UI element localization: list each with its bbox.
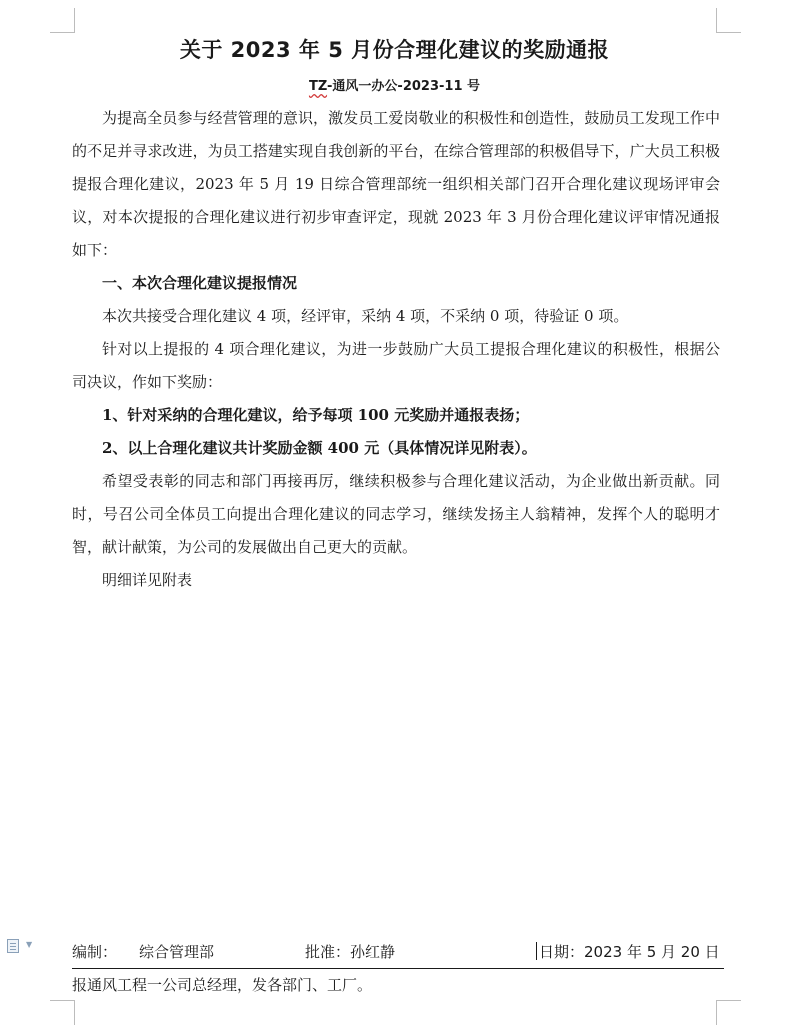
reward-item-2: 2、以上合理化建议共计奖励金额 400 元（具体情况详见附表）。 bbox=[102, 439, 537, 457]
approver-label: 批准： bbox=[305, 943, 351, 961]
document-body bbox=[72, 102, 720, 597]
document-title: 关于 2023 年 5 月份合理化建议的奖励通报 bbox=[179, 38, 610, 62]
approver-value: 孙红静 bbox=[350, 943, 396, 961]
compiler-value: 综合管理部 bbox=[139, 943, 215, 961]
footer-divider bbox=[72, 968, 724, 969]
summary-paragraph: 本次共接受合理化建议 4 项，经评审，采纳 4 项，不采纳 0 项，待验证 0 项。 bbox=[102, 307, 629, 325]
date-value: 2023 年 5 月 20 日 bbox=[584, 943, 720, 961]
compiler-label: 编制： bbox=[72, 943, 118, 961]
page-corner-mark-bottom-right bbox=[716, 1000, 741, 1025]
document-number-rest: -通风一办公-2023-11 号 bbox=[327, 79, 481, 94]
compiler-signature bbox=[72, 940, 214, 964]
reward-item-1: 1、针对采纳的合理化建议，给予每项 100 元奖励并通报表扬； bbox=[102, 406, 530, 424]
closing-paragraph: 希望受表彰的同志和部门再接再厉，继续积极参与合理化建议活动，为企业做出新贡献。同时，号召公司全体员工向提出合理化建议的同志学习，继续发扬主人翁精神，发挥个人的聪明才智，献计献策，为公司的发展做出自己更大的贡献。 bbox=[72, 472, 720, 556]
document-icon[interactable] bbox=[7, 939, 19, 953]
section-heading: 一、本次合理化建议提报情况 bbox=[102, 274, 298, 292]
reward-intro-paragraph: 针对以上提报的 4 项合理化建议，为进一步鼓励广大员工提报合理化建议的积极性，根据公司决议，作如下奖励： bbox=[72, 340, 720, 391]
document-number-prefix: TZ bbox=[308, 79, 328, 94]
text-cursor bbox=[536, 942, 537, 960]
date-label: 日期： bbox=[539, 943, 585, 961]
approver-signature bbox=[305, 940, 395, 964]
page-corner-mark-top-right bbox=[716, 8, 741, 33]
date-signature bbox=[536, 940, 720, 964]
intro-paragraph: 为提高全员参与经营管理的意识，激发员工爱岗敬业的积极性和创造性，鼓励员工发现工作中的不足并寻求改进，为员工搭建实现自我创新的平台，在综合管理部的积极倡导下，广大员工积极提报合理化建议，2023 年 5 月 19 日综合管理部统一组织相关部门召开合理化建议现场评审会议，对本次提报的合理化建议进行初步审查评定，现就 2023 年 3 月份合理化建议评审情况通报如下： bbox=[72, 109, 720, 259]
attachment-note: 明细详见附表 bbox=[102, 571, 193, 589]
document-number bbox=[0, 75, 789, 94]
dropdown-caret-icon[interactable]: ▼ bbox=[26, 940, 33, 949]
page-corner-mark-bottom-left bbox=[50, 1000, 75, 1025]
distribution-line: 报通风工程一公司总经理，发各部门、工厂。 bbox=[72, 976, 373, 994]
page-corner-mark-top-left bbox=[50, 8, 75, 33]
